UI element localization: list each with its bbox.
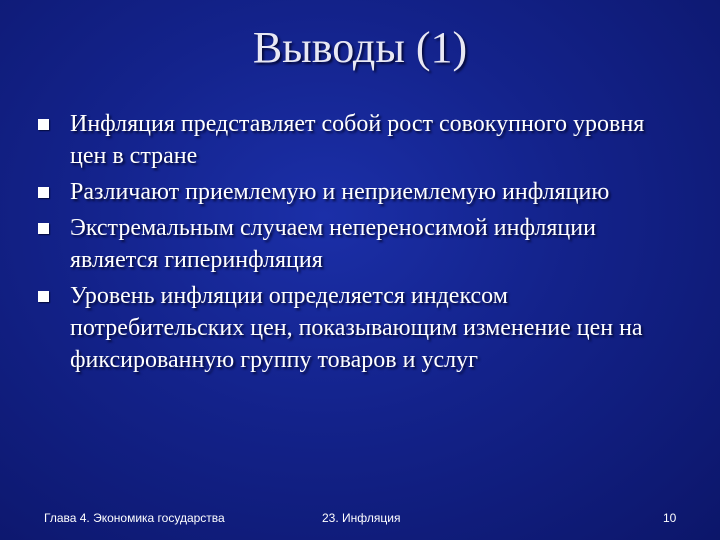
slide-title: Выводы (1) xyxy=(252,23,468,72)
square-bullet-icon xyxy=(38,223,49,234)
page-number: 10 xyxy=(663,511,677,525)
square-bullet-icon xyxy=(38,119,49,130)
square-bullet-icon xyxy=(38,187,49,198)
bullet-list xyxy=(38,108,678,380)
bullet-item xyxy=(38,108,678,172)
bullet-item xyxy=(38,176,678,208)
bullet-text: Уровень инфляции определяется индексом потребительских цен, показывающим изменение цен на фиксированную группу товаров и услуг xyxy=(70,283,643,373)
bullet-text: Инфляция представляет собой рост совокупного уровня цен в стране xyxy=(70,111,645,169)
square-bullet-icon xyxy=(38,291,49,302)
bullet-item xyxy=(38,280,678,376)
bullet-item xyxy=(38,212,678,276)
footer-section: 23. Инфляция xyxy=(322,511,401,525)
bullet-text: Различают приемлемую и неприемлемую инфляцию xyxy=(70,179,610,205)
footer-chapter: Глава 4. Экономика государства xyxy=(44,511,225,525)
bullet-text: Экстремальным случаем непереносимой инфляции является гиперинфляция xyxy=(70,215,596,273)
